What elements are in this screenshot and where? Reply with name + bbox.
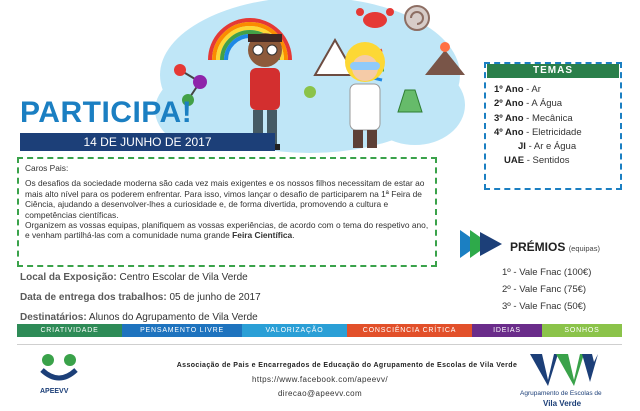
email-link[interactable]: direcao@apeevv.com <box>277 389 363 398</box>
headline: PARTICIPA! <box>20 96 193 129</box>
letter-box <box>17 157 437 267</box>
school-name-line-2: Vila Verde <box>543 399 582 408</box>
tema-item: UAE - Sentidos <box>504 155 570 167</box>
event-date-bar: 14 DE JUNHO DE 2017 <box>20 133 275 151</box>
school-logo-icon <box>528 352 600 388</box>
school-name-line-1: Agrupamento de Escolas de <box>520 390 602 397</box>
strip-ideias: IDEIAS <box>472 324 542 337</box>
info-local-value: Centro Escolar de Vila Verde <box>116 272 248 283</box>
shell-icon <box>405 6 429 30</box>
info-deadline-label: Data de entrega dos trabalhos: <box>20 292 167 303</box>
strip-valorizacao: VALORIZAÇÃO <box>242 324 347 337</box>
tema-item: 4º Ano - Eletricidade <box>494 126 582 138</box>
premios-title: PRÉMIOS (equipas) <box>510 240 600 254</box>
values-strip <box>17 324 622 337</box>
strip-consciencia-critica: CONSCIÊNCIA CRÍTICA <box>347 324 472 337</box>
premio-item: 1º - Vale Fnac (100€) <box>502 267 592 278</box>
facebook-link[interactable]: https://www.facebook.com/apeevv/ <box>252 375 388 384</box>
info-local <box>20 272 248 283</box>
strip-pensamento-livre: PENSAMENTO LIVRE <box>122 324 242 337</box>
arrows-logo-icon <box>458 228 504 260</box>
tema-item: 1º Ano - Ar <box>494 84 541 95</box>
letter-paragraph-2: Organizem as vossas equipas, planifiquem as vossas experiências, de acordo com o tema do respetivo ano, e venham partilhá-las com a comunidade numa grande Feira Científica. <box>25 220 429 241</box>
premio-item: 3º - Vale Fnac (50€) <box>502 301 587 312</box>
letter-paragraph-1: Os desafios da sociedade moderna são cada vez mais exigentes e os nossos filhos necessitam de estar ao mais alto nível para os poderem enfrentar. Para isso, vimos lançar o desafio de participarem na 1ª Feira de Ciência, ajudando a desenvolver-lhes a curiosidade e, de forma divertida, promovendo a cultura e competências científicas. <box>25 178 425 220</box>
bubble-icon <box>304 86 316 98</box>
feira-cientifica-text: Feira Científica <box>232 230 293 241</box>
association-name: Associação de Pais e Encarregados de Educação do Agrupamento de Escolas de Vila Verde <box>176 362 518 369</box>
info-deadline <box>20 292 261 303</box>
temas-title: TEMAS <box>487 64 619 78</box>
info-audience-value: Alunos do Agrupamento de Vila Verde <box>86 312 258 323</box>
info-audience <box>20 312 258 323</box>
strip-sonhos: SONHOS <box>542 324 622 337</box>
apeevv-name: APEEVV <box>40 388 69 395</box>
letter-paragraph-2-text: Organizem as vossas equipas, planifiquem as vossas experiências, de acordo com o tema do respetivo ano, e venham partilhá-las com a comunidade numa grande <box>25 220 429 241</box>
strip-criatividade: CRIATIVIDADE <box>17 324 122 337</box>
letter-greeting: Caros Pais: <box>25 163 69 173</box>
temas-list <box>494 83 582 169</box>
info-audience-label: Destinatários: <box>20 312 87 323</box>
premios-subtitle: (equipas) <box>568 244 600 253</box>
footer-divider <box>17 344 622 345</box>
tema-item: 3º Ano - Mecânica <box>494 112 573 124</box>
premio-item: 2º - Vale Fanc (75€) <box>502 284 587 295</box>
info-deadline-value: 05 de junho de 2017 <box>166 292 261 303</box>
tema-item: 2º Ano - A Água <box>494 98 563 110</box>
info-local-label: Local da Exposição: <box>20 272 117 283</box>
tema-item: JI - Ar e Água <box>518 141 577 153</box>
temas-box <box>484 62 622 190</box>
